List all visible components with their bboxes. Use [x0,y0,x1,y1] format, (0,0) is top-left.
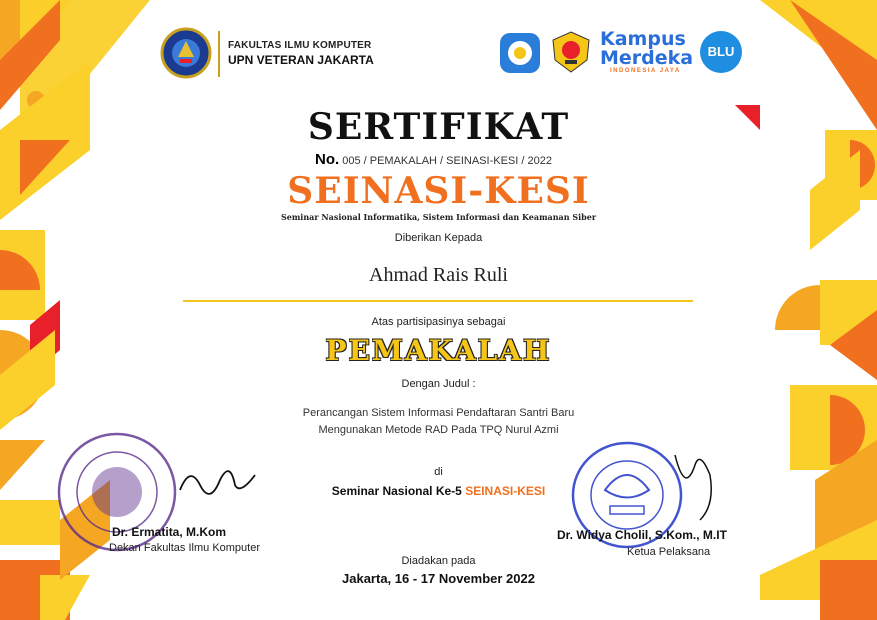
certificate-title: SERTIFIKAT [307,106,570,148]
header-divider [218,31,220,77]
blu-logo: BLU [700,31,742,73]
left-signature [175,455,265,505]
upnvj-logo [160,27,212,79]
certificate-number-value: 005 / PEMAKALAH / SEINASI-KESI / 2022 [342,155,552,167]
given-to-label: Diberikan Kepada [394,232,483,244]
kampus-merdeka-logo [600,30,700,74]
seminar-name: SEINASI-KESI [465,484,546,498]
kampus-merdeka-line2: Merdeka [600,47,694,69]
kampus-merdeka-line1: Kampus [600,28,686,50]
seminar-prefix: Seminar Nasional Ke-5 [331,484,462,498]
event-name: SEINASI-KESI [287,170,590,212]
defense-emblem-logo [549,30,593,74]
university-name: UPN VETERAN JAKARTA [228,53,374,67]
certificate-number [315,151,552,168]
kampus-merdeka-tagline: INDONESIA JAYA [610,68,681,74]
paper-title-line2: Mengunakan Metode RAD Pada TPQ Nurul Azmi [318,424,559,436]
tut-wuri-handayani-logo [499,32,541,74]
participation-label: Atas partisipasinya sebagai [371,316,506,328]
held-date: Jakarta, 16 - 17 November 2022 [342,571,535,586]
name-underline [183,300,693,302]
event-full-name: Seminar Nasional Informatika, Sistem Informasi dan Keamanan Siber [280,212,597,222]
paper-title-label: Dengan Judul : [401,378,476,390]
paper-title-line1: Perancangan Sistem Informasi Pendaftaran Santri Baru [302,407,575,419]
left-signatory-name: Dr. Ermatita, M.Kom [112,525,227,539]
at-label: di [434,466,443,478]
right-signatory-position: Ketua Pelaksana [627,546,711,558]
held-label: Diadakan pada [401,555,476,567]
faculty-name: FAKULTAS ILMU KOMPUTER [228,40,372,51]
recipient-name: Ahmad Rais Ruli [369,264,508,286]
right-signatory-name: Dr. Widya Cholil, S.Kom., M.IT [557,528,727,542]
participant-role: PEMAKALAH [325,334,552,367]
right-signature [665,445,725,525]
left-signatory-position: Dekan Fakultas Ilmu Komputer [109,542,261,554]
certificate-number-label: No. [315,151,340,168]
